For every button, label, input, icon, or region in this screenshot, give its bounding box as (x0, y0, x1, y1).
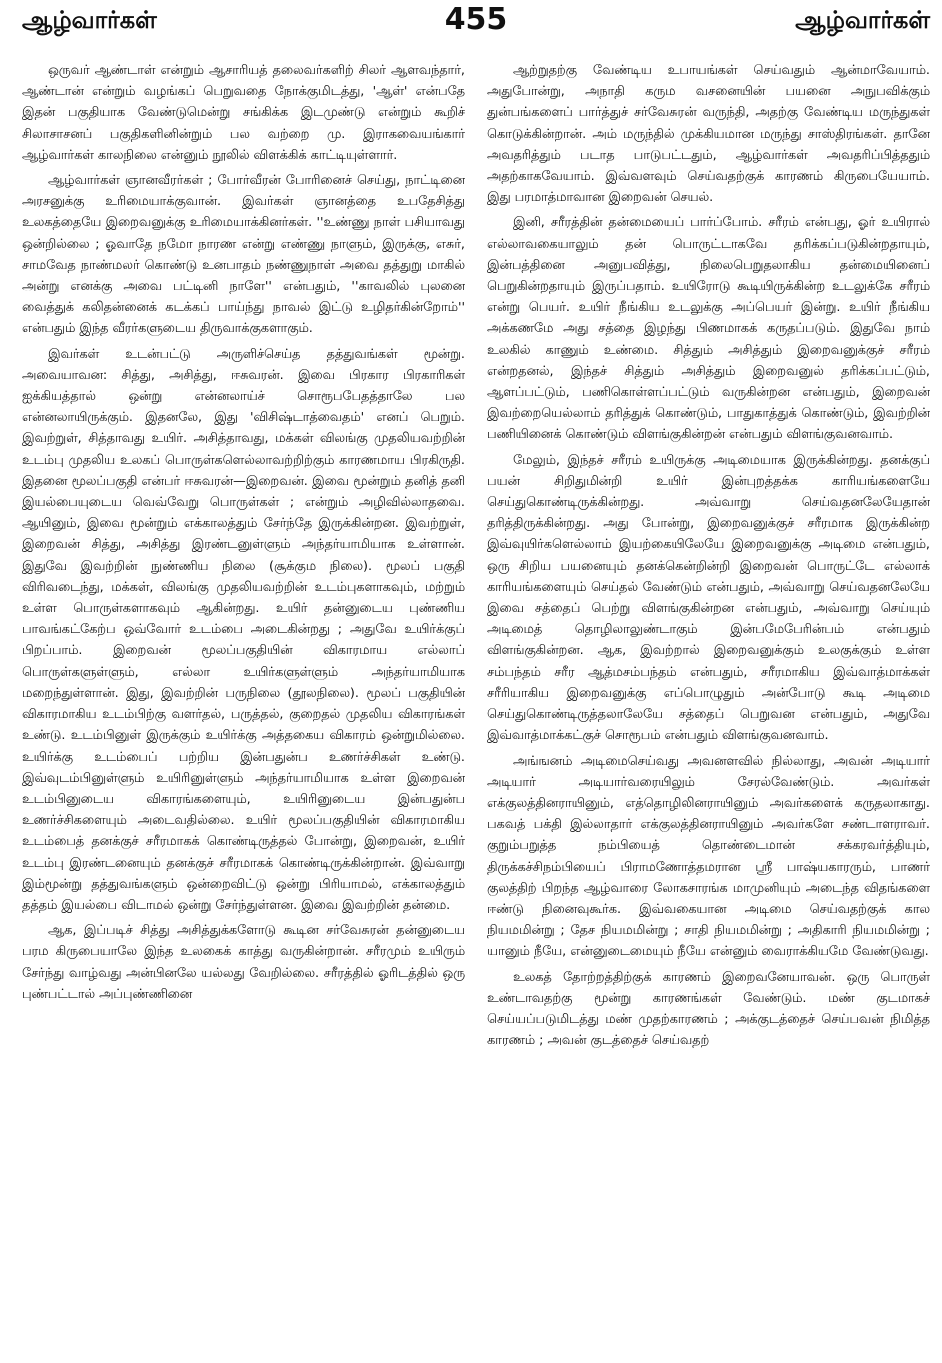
right-column (487, 60, 930, 1350)
paragraph: இனி, சரீரத்தின் தன்மையைப் பார்ப்போம். சரீரம் என்பது, ஓர் உயிரால் எல்லாவகையாலும் தன் பொருட்டாகவே தரிக்கப்படுகின்றதாயும், இன்பத்தினை அனுபவித்து, நிலைபெறுதலாகிய தன்மையினைப் பெறுகின்றதாயும் இருப்பதாம். உயிரோடு கூடியிருக்கின்ற உடலுக்கே சரீரம் என்று பெயர். உயிர் நீங்கிய உடலுக்கு அப்பெயர் இன்று. உயிர் நீங்கிய அக்கணமே அது சத்தை இழந்து பிணமாகக் கருதப்படும். இதுவே நாம் உலகில் காணும் உண்மை. சித்தும் அசித்தும் இறைவனுக்குச் சரீரம் என்றதனல், இந்தச் சித்தும் அசித்தும் இறைவனுல் தரிக்கப்பட்டும், ஆளப்பட்டும், பணிகொள்ளப்பட்டும் வருகின்றன என்பதும், இறைவன் இவற்றையெல்லாம் தரித்துக் கொண்டும், பாதுகாத்துக் கொண்டும், இவற்றின் பணியினைக் கொண்டும் விளங்குகின்றன் என்பதும் விளங்குவனவாம். (487, 215, 930, 443)
page-header (22, 0, 930, 60)
paragraph: ஆழ்வார்கள் ஞானவீரர்கள் ; போர்வீரன் போரினைச் செய்து, நாட்டினை அரசனுக்கு உரிமையாக்குவான். இவர்கள் ஞானத்தை உபதேசித்து உலகத்தையே இறைவனுக்கு உரிமையாக்கினர்கள். ''உண்ணு நாள் பசியாவது ஒன்றில்லை ; ஓவாதே நமோ நாரண என்று எண்ணு நாளும், இருக்கு, எசுர், சாமவேத நாண்மலர் கொண்டு உனபாதம் நண்ணுநாள் அவை தத்துறு மாகில் அன்று எனக்கு அவை பட்டினி நாளே'' என்பதும், ''காவலில் புலனை வைத்துக் கலிதன்னைக் கடக்கப் பாய்ந்து நாவல் இட்டு உழிதர்கின்றோம்'' என்பதும் இந்த வீரர்களுடைய திருவாக்குகளாகும். (22, 173, 465, 337)
paragraph: இவர்கள் உடன்பட்டு அருளிச்செய்த தத்துவங்கள் மூன்று. அவையாவன: சித்து, அசித்து, ஈசுவரன். இவை பிரகார பிரகாரிகள் ஐக்கியத்தால் ஒன்று என்னலாய்ச் சொரூபபேதத்தாலே பல என்னலாயிருக்கும். இதனலே, இது 'விசிஷ்டாத்வைதம்' எனப் பெறும். இவற்றுள், சித்தாவது உயிர். அசித்தாவது, மக்கள் விலங்கு முதலியவற்றின் உடம்பு முதலிய உலகப் பொருள்களெல்லாவற்றிற்கும் காரணமாய பிரகிருதி. இதனை மூலப்பகுதி என்பர் ஈசுவரன்—இறைவன். இவை மூன்றும் தனித் தனி இயல்பையுடைய வெவ்வேறு பொருள்கள் ; என்றும் அழிவில்லாதவை. ஆயினும், இவை மூன்றும் எக்காலத்தும் சேர்ந்தே இருக்கின்றன. இவற்றுள், இறைவன் சித்து, அசித்து இரண்டனுள்ளும் அந்தர்யாமியாக உள்ளான். இதுவே இவற்றின் நுண்ணிய நிலை (சூக்கும நிலை). மூலப் பகுதி விரிவடைந்து, மக்கள், விலங்கு முதலியவற்றின் உடம்புகளாகவும், மற்றும் உள்ள பொருள்களாகவும் ஆகின்றது. உயிர் தன்னுடைய புண்ணிய பாவங்கட்கேற்ப ஒவ்வோர் உடம்பை அடைகின்றது ; அதுவே உயிர்க்குப் பிறப்பாம். இறைவன் மூலப்பகுதியின் விகாரமாய எல்லாப் பொருள்களுள்ளும், எல்லா உயிர்களுள்ளும் அந்தர்யாமியாக மறைந்துள்ளான். இது, இவற்றின் பருநிலை (தூலநிலை). மூலப் பகுதியின் விகாரமாகிய உடம்பிற்கு வளர்தல், பருத்தல், குறைதல் முதலிய விகாரங்கள் உண்டு. உடம்பினுள் இருக்கும் உயிர்க்கு அத்தகைய விகாரம் ஒன்றுமில்லை. உயிர்க்கு உடம்பைப் பற்றிய இன்பதுன்ப உணர்ச்சிகள் உண்டு. இவ்வுடம்பினுள்ளும் உயிரினுள்ளும் அந்தர்யாமியாக உள்ள இறைவன் உடம்பினுடைய விகாரங்களையும், உயிரினுடைய இன்பதுன்ப உணர்ச்சிகளையும் அடைவதில்லை. உயிர் மூலப்பகுதியின் விகாரமாகிய உடம்பைத் தனக்குச் சரீரமாகக் கொண்டிருத்தல் போன்று, இறைவன், உயிர் உடம்பு இரண்டனையும் தனக்குச் சரீரமாகக் கொண்டிருக்கின்றான். இவ்வாறு இம்மூன்று தத்துவங்களும் ஒன்றைவிட்டு ஒன்று பிரியாமல், எக்காலத்தும் தத்தம் இயல்பை விடாமல் ஒன்று சேர்ந்துள்ளன. இவை இவற்றின் தன்மை. (22, 346, 465, 913)
running-head-right: ஆழ்வார்கள் (795, 6, 930, 34)
paragraph: ஆக, இப்படிச் சித்து அசித்துக்களோடு கூடின சர்வேசுரன் தன்னுடைய பரம கிருபையாலே இந்த உலகைக் காத்து வருகின்றான். சரீரமும் உயிரும் சேர்ந்து வாழ்வது அன்பினலே யல்லது வேறில்லை. சரீரத்தில் ஓரிடத்தில் ஒரு புண்பட்டால் அப்புண்ணினை (22, 923, 465, 1002)
paragraph: ஒருவர் ஆண்டாள் என்றும் ஆசாரியத் தலைவர்களிற் சிலர் ஆளவந்தார், ஆண்டான் என்றும் வழங்கப் பெறுவதை நோக்குமிடத்து, 'ஆள்' என்பதே இதன் பகுதியாக வேண்டுமென்று சங்கிக்க இடமுண்டு என்றும் கூறிச் சிலாசாசனப் பகுதிகளினின்றும் பல வற்றை மு. இராகவையங்கார் ஆழ்வார்கள் காலநிலை என்னும் நூலில் விளக்கிக் காட்டியுள்ளார். (22, 63, 465, 163)
paragraph: ஆற்றுதற்கு வேண்டிய உபாயங்கள் செய்வதும் ஆன்மாவேயாம். அதுபோன்று, அநாதி கரும வசனையின் பயனை அநுபவிக்கும் துன்பங்களைப் பார்த்துச் சர்வேசுரன் வருந்தி, அதற்கு வேண்டிய மருந்துகள் கொடுக்கின்றான். அம் மருந்தில் முக்கியமான மருந்து சாஸ்திரங்கள். தானே அவதரித்தும் படாத பாடுபட்டதும், ஆழ்வார்கள் அவதரிப்பித்ததும் அதற்காகவேயாம். இவ்வளவும் செய்வதற்குக் காரணம் கிருபையேயாம். இது பரமாத்மாவான இறைவன் செயல். (487, 63, 930, 206)
text-columns (22, 60, 930, 1350)
paragraph: அங்ஙனம் அடிமைசெய்வது அவனளவில் நில்லாது, அவன் அடியார் அடியார் அடியார்வரையிலும் சேரல்வேண்டும். அவர்கள் எக்குலத்தினராயினும், எத்தொழிலினராயினும் அவர்களைக் கருதலாகாது. பகவத் பக்தி இல்லாதார் எக்குலத்தினராயினும் அவர்களே சண்டாளராவர். குறும்பறுத்த நம்பியைத் தொண்டைமான் சக்கரவர்த்தியும், திருக்கச்சிநம்பியைப் பிராமணோத்தமரான ஸ்ரீ பாஷ்யகாரரும், பாணர் குலத்திற் பிறந்த ஆழ்வாரை லோகசாரங்க மாமுனியும் அடைந்த விதங்களை ஈண்டு நினைவுகூர்க. இவ்வகையான அடிமை செய்வதற்குக் கால நியமமின்று ; தேச நியமமின்று ; சாதி நியமமின்று ; அதிகாரி நியமமின்று ; யானும் நீயே, என்னுடைமையும் நீயே என்னும் வைராக்கியமே வேண்டுவது. (487, 753, 930, 960)
left-column (22, 60, 465, 1350)
running-head-left: ஆழ்வார்கள் (22, 6, 157, 34)
paragraph: உலகத் தோற்றத்திற்குக் காரணம் இறைவனேயாவன். ஒரு பொருள் உண்டாவதற்கு மூன்று காரணங்கள் வேண்டும். மண் குடமாகச் செய்யப்படுமிடத்து மண் முதற்காரணம் ; அக்குடத்தைச் செய்பவன் நிமித்த காரணம் ; அவன் குடத்தைச் செய்வதற் (487, 969, 930, 1049)
paragraph: மேலும், இந்தச் சரீரம் உயிருக்கு அடிமையாக இருக்கின்றது. தனக்குப் பயன் சிறிதுமின்றி உயிர் இன்புறத்தக்க காரியங்களையே செய்துகொண்டிருக்கின்றது. அவ்வாறு செய்வதனலேயேதான் தரித்திருக்கின்றது. அது போன்று, இறைவனுக்குச் சரீரமாக இருக்கின்ற இவ்வுயிர்களெல்லாம் இயற்கையிலேயே இறைவனுக்கு அடிமை என்பதும், ஒரு சிறிய பயனையும் தனக்கென்றின்றி இறைவன் பொருட்டே எல்லாக் காரியங்களையும் செய்தல் வேண்டும் என்பதும், அவ்வாறு செய்வதனலேயே இவை சத்தைப் பெற்று விளங்குகின்றன என்பதும், அவ்வாறு செய்யும் அடிமைத் தொழிலாலுண்டாகும் இன்பமேபேரின்பம் என்பதும் விளங்குகின்றன. ஆக, இவற்றால் இறைவனுக்கும் உலகுக்கும் உள்ள சம்பந்தம் சரீர ஆத்மசம்பந்தம் என்பதும், சரீரமாகிய இவ்வாத்மாக்கள் சரீரியாகிய இறைவனுக்கு எப்பொழுதும் அன்போடு கூடி அடிமை செய்துகொண்டிருத்தலாலேயே சத்தைப் பெறுவன என்பதும், அதுவே இவ்வாத்மாக்கட்குச் சொரூபம் என்பதும் விளங்குவனவாம். (487, 452, 930, 744)
page-number: 455 (444, 2, 508, 37)
